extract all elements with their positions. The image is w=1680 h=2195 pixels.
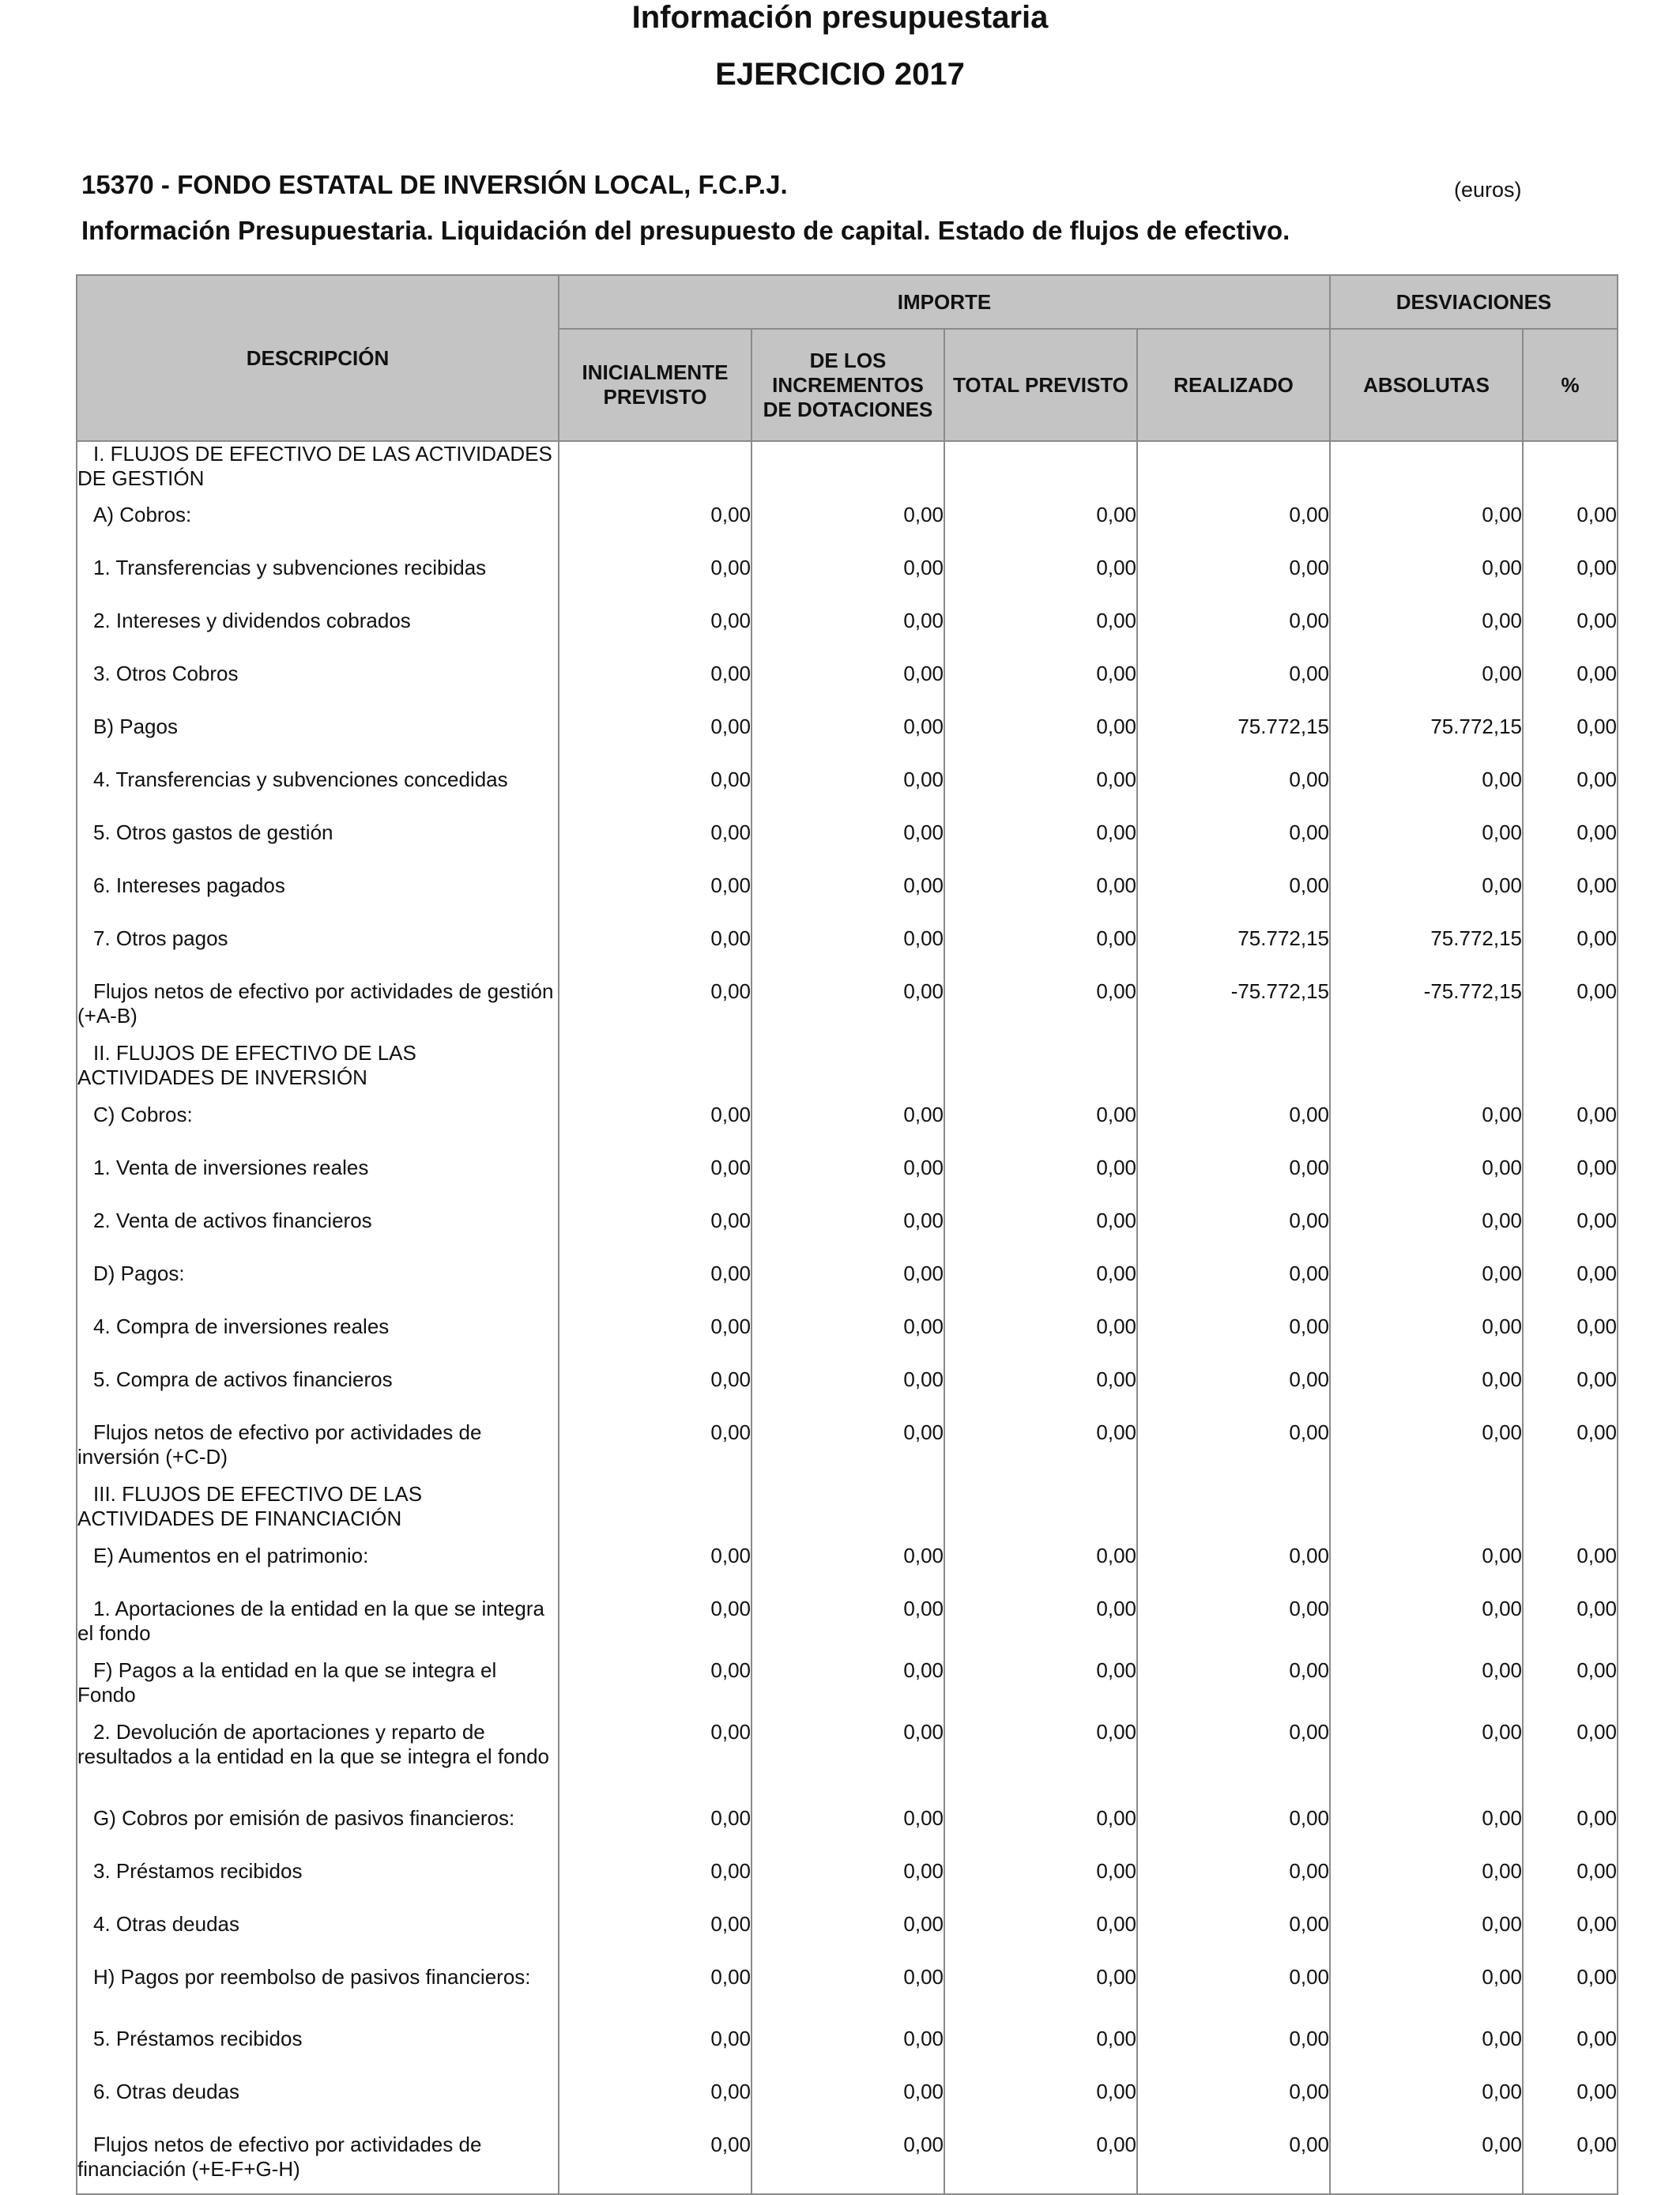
row-value-cell: 0,00 (1330, 1859, 1523, 1912)
row-value-cell: 0,00 (751, 1597, 944, 1658)
row-value-cell: 0,00 (1523, 767, 1618, 820)
row-value-cell: 0,00 (1137, 609, 1330, 662)
row-description (77, 1597, 559, 1658)
row-value-cell: 0,00 (751, 556, 944, 609)
row-value-cell: 75.772,15 (1330, 926, 1523, 979)
row-value-cell: 0,00 (559, 2027, 751, 2080)
row-description (77, 1420, 559, 1482)
table-row (77, 715, 1618, 767)
row-value-cell: 0,00 (559, 1965, 751, 2027)
row-value-cell: 0,00 (751, 2027, 944, 2080)
table-row (77, 1367, 1618, 1420)
row-value-cell: 0,00 (944, 1367, 1137, 1420)
row-value-cell: 0,00 (944, 1209, 1137, 1262)
table-row (77, 1658, 1618, 1720)
table-row (77, 441, 1618, 503)
row-value-cell: 0,00 (559, 1262, 751, 1314)
row-value-cell (1137, 1482, 1330, 1544)
table-row (77, 926, 1618, 979)
row-value-cell: 0,00 (1330, 556, 1523, 609)
row-value-cell: 0,00 (1330, 503, 1523, 556)
row-value-cell: 0,00 (1523, 820, 1618, 873)
row-description (77, 979, 559, 1041)
row-value-cell: 0,00 (944, 1314, 1137, 1367)
row-value-cell: 0,00 (1137, 1658, 1330, 1720)
table-row (77, 662, 1618, 715)
row-value-cell: 0,00 (751, 1658, 944, 1720)
row-value-cell: 0,00 (751, 1806, 944, 1859)
row-description (77, 767, 559, 820)
row-value-cell: 0,00 (1137, 556, 1330, 609)
table-row (77, 1806, 1618, 1859)
row-label: Flujos netos de efectivo por actividades de inversión (+C-D) (77, 1420, 482, 1469)
row-value-cell: 0,00 (559, 767, 751, 820)
row-description (77, 1041, 559, 1103)
row-description (77, 2080, 559, 2133)
row-value-cell (944, 1041, 1137, 1103)
column-header-absolutas: ABSOLUTAS (1330, 329, 1523, 441)
row-value-cell: 0,00 (1330, 1912, 1523, 1965)
row-value-cell (559, 1482, 751, 1544)
row-label: H) Pagos por reembolso de pasivos financieros: (93, 1965, 531, 1989)
column-group-desviaciones: DESVIACIONES (1330, 275, 1618, 329)
row-value-cell: 0,00 (1330, 767, 1523, 820)
table-row (77, 767, 1618, 820)
row-value-cell: 0,00 (751, 503, 944, 556)
row-value-cell: 0,00 (1330, 2027, 1523, 2080)
row-label: 2. Devolución de aportaciones y reparto de resultados a la entidad en la que se integra el fondo (77, 1720, 549, 1768)
row-value-cell: 0,00 (751, 1965, 944, 2027)
row-value-cell: 0,00 (944, 1156, 1137, 1209)
table-row (77, 1103, 1618, 1156)
row-value-cell: 0,00 (1330, 1156, 1523, 1209)
table-row (77, 1720, 1618, 1806)
row-value-cell: 0,00 (559, 2133, 751, 2194)
row-value-cell: 0,00 (559, 1658, 751, 1720)
row-label: 4. Compra de inversiones reales (93, 1314, 390, 1338)
row-description (77, 1806, 559, 1859)
row-value-cell: 0,00 (1330, 873, 1523, 926)
row-value-cell: 0,00 (1523, 556, 1618, 609)
row-value-cell: 0,00 (559, 873, 751, 926)
row-value-cell (1523, 1041, 1618, 1103)
row-label: F) Pagos a la entidad en la que se integra el Fondo (77, 1658, 497, 1707)
row-value-cell: 0,00 (1330, 2080, 1523, 2133)
row-value-cell: 0,00 (1523, 1156, 1618, 1209)
table-row (77, 2133, 1618, 2194)
row-value-cell: 0,00 (1523, 926, 1618, 979)
row-label: 5. Préstamos recibidos (93, 2027, 303, 2050)
row-value-cell (1523, 441, 1618, 503)
row-description (77, 1965, 559, 2027)
table-row (77, 1314, 1618, 1367)
report-subtitle: Información Presupuestaria. Liquidación del presupuesto de capital. Estado de flujos de efectivo. (81, 216, 1290, 245)
table-row (77, 820, 1618, 873)
row-description (77, 926, 559, 979)
row-description (77, 556, 559, 609)
row-value-cell: 75.772,15 (1330, 715, 1523, 767)
row-value-cell: 0,00 (751, 1156, 944, 1209)
row-value-cell: 0,00 (944, 715, 1137, 767)
table-row (77, 556, 1618, 609)
row-value-cell: 0,00 (1137, 1103, 1330, 1156)
table-row (77, 1597, 1618, 1658)
row-value-cell: 0,00 (751, 2133, 944, 2194)
row-value-cell: 0,00 (944, 1262, 1137, 1314)
row-value-cell: 0,00 (751, 1262, 944, 1314)
row-value-cell: 0,00 (1330, 820, 1523, 873)
row-value-cell: 0,00 (559, 1806, 751, 1859)
row-description (77, 2027, 559, 2080)
row-value-cell: 0,00 (1137, 1314, 1330, 1367)
row-value-cell: 0,00 (1523, 2133, 1618, 2194)
row-value-cell: 0,00 (1137, 2133, 1330, 2194)
row-value-cell: 0,00 (751, 1314, 944, 1367)
row-value-cell: 0,00 (751, 1544, 944, 1597)
table-row (77, 1156, 1618, 1209)
row-value-cell: 0,00 (944, 1720, 1137, 1806)
column-header-realizado: REALIZADO (1137, 329, 1330, 441)
column-header-total-previsto: TOTAL PREVISTO (944, 329, 1137, 441)
column-header-inicialmente-previsto: INICIALMENTE PREVISTO (559, 329, 751, 441)
row-value-cell: 0,00 (1330, 662, 1523, 715)
row-value-cell: 0,00 (559, 1912, 751, 1965)
row-value-cell: 0,00 (1330, 1367, 1523, 1420)
row-value-cell: 0,00 (1137, 873, 1330, 926)
row-value-cell (944, 441, 1137, 503)
table-row (77, 1420, 1618, 1482)
row-value-cell: 0,00 (1137, 1262, 1330, 1314)
table-row (77, 2080, 1618, 2133)
row-value-cell: 0,00 (559, 1859, 751, 1912)
table-row (77, 1859, 1618, 1912)
row-label: 4. Otras deudas (93, 1912, 239, 1936)
row-value-cell: 0,00 (559, 1597, 751, 1658)
row-value-cell: 0,00 (944, 873, 1137, 926)
row-value-cell: 0,00 (944, 1859, 1137, 1912)
row-value-cell: 0,00 (751, 767, 944, 820)
row-value-cell (559, 1041, 751, 1103)
row-value-cell: 0,00 (944, 1103, 1137, 1156)
row-value-cell: 0,00 (944, 1420, 1137, 1482)
column-group-importe: IMPORTE (559, 275, 1330, 329)
row-description (77, 1367, 559, 1420)
row-value-cell: 0,00 (751, 1859, 944, 1912)
row-value-cell: 0,00 (1330, 1720, 1523, 1806)
row-value-cell: 0,00 (1330, 1544, 1523, 1597)
row-value-cell: 0,00 (944, 926, 1137, 979)
row-value-cell: 0,00 (1523, 609, 1618, 662)
row-value-cell: 0,00 (1137, 1912, 1330, 1965)
row-label: 2. Venta de activos financieros (93, 1209, 372, 1232)
row-value-cell: 0,00 (1523, 1262, 1618, 1314)
row-value-cell: 0,00 (559, 556, 751, 609)
row-value-cell: 0,00 (559, 2080, 751, 2133)
row-description (77, 503, 559, 556)
row-value-cell: 0,00 (751, 1720, 944, 1806)
row-value-cell: 0,00 (1137, 1859, 1330, 1912)
row-value-cell (1330, 1041, 1523, 1103)
row-description (77, 1314, 559, 1367)
row-value-cell: 0,00 (944, 1806, 1137, 1859)
row-description (77, 1103, 559, 1156)
column-header-porcentaje: % (1523, 329, 1618, 441)
row-value-cell: 0,00 (559, 1420, 751, 1482)
row-label: 1. Transferencias y subvenciones recibidas (93, 556, 487, 579)
row-value-cell: 0,00 (1523, 2080, 1618, 2133)
row-value-cell: 0,00 (1137, 1367, 1330, 1420)
row-value-cell: 0,00 (1137, 1720, 1330, 1806)
table-row (77, 2027, 1618, 2080)
row-description (77, 1544, 559, 1597)
row-value-cell: 0,00 (944, 662, 1137, 715)
row-value-cell: 0,00 (1137, 1965, 1330, 2027)
row-value-cell: 0,00 (1523, 662, 1618, 715)
row-description (77, 1262, 559, 1314)
row-value-cell (1137, 1041, 1330, 1103)
row-value-cell: 0,00 (944, 1965, 1137, 2027)
row-label: 2. Intereses y dividendos cobrados (93, 609, 411, 632)
row-value-cell: 0,00 (1137, 1209, 1330, 1262)
row-label: 4. Transferencias y subvenciones concedidas (93, 767, 508, 791)
row-value-cell: 0,00 (751, 1103, 944, 1156)
row-value-cell: 0,00 (1523, 1859, 1618, 1912)
row-value-cell (1137, 441, 1330, 503)
row-value-cell: 0,00 (944, 1912, 1137, 1965)
row-value-cell: 0,00 (1330, 1806, 1523, 1859)
row-value-cell: 0,00 (1137, 767, 1330, 820)
row-description (77, 1859, 559, 1912)
row-value-cell: 0,00 (1523, 1720, 1618, 1806)
row-label: G) Cobros por emisión de pasivos financieros: (93, 1806, 515, 1830)
row-value-cell: 0,00 (944, 609, 1137, 662)
row-value-cell: 0,00 (751, 715, 944, 767)
row-value-cell: 0,00 (1523, 1965, 1618, 2027)
row-value-cell: 0,00 (944, 2080, 1137, 2133)
row-value-cell: 0,00 (1137, 1806, 1330, 1859)
row-value-cell: 0,00 (1523, 1597, 1618, 1658)
row-value-cell: 0,00 (944, 979, 1137, 1041)
report-title: Información presupuestaria (631, 0, 1049, 35)
row-description (77, 1720, 559, 1806)
row-value-cell: 0,00 (559, 662, 751, 715)
row-value-cell: 0,00 (751, 926, 944, 979)
row-value-cell: 0,00 (1330, 1209, 1523, 1262)
table-row (77, 1544, 1618, 1597)
row-value-cell: 0,00 (1330, 1262, 1523, 1314)
row-value-cell: 0,00 (944, 820, 1137, 873)
row-label: II. FLUJOS DE EFECTIVO DE LAS ACTIVIDADES DE INVERSIÓN (77, 1041, 416, 1089)
row-value-cell: 0,00 (1523, 1806, 1618, 1859)
row-value-cell: 0,00 (1523, 1420, 1618, 1482)
row-value-cell: 0,00 (1523, 1658, 1618, 1720)
row-description (77, 609, 559, 662)
row-description (77, 1156, 559, 1209)
row-label: E) Aumentos en el patrimonio: (93, 1544, 369, 1567)
row-value-cell: 0,00 (1523, 1912, 1618, 1965)
row-value-cell: 0,00 (1137, 2080, 1330, 2133)
row-description (77, 662, 559, 715)
row-value-cell: 0,00 (751, 979, 944, 1041)
row-value-cell: 0,00 (1137, 662, 1330, 715)
row-value-cell: 0,00 (1523, 1367, 1618, 1420)
row-value-cell: 0,00 (559, 503, 751, 556)
row-label: Flujos netos de efectivo por actividades de gestión (+A-B) (77, 979, 554, 1028)
row-value-cell: 0,00 (1523, 1209, 1618, 1262)
row-value-cell: 0,00 (559, 609, 751, 662)
row-value-cell: 75.772,15 (1137, 926, 1330, 979)
row-value-cell: 0,00 (751, 662, 944, 715)
entity-name: 15370 - FONDO ESTATAL DE INVERSIÓN LOCAL, F.C.P.J. (81, 170, 788, 199)
row-value-cell: 0,00 (1523, 2027, 1618, 2080)
row-label: 1. Aportaciones de la entidad en la que se integra el fondo (77, 1597, 544, 1645)
row-value-cell: 0,00 (1137, 1420, 1330, 1482)
table-row (77, 609, 1618, 662)
row-value-cell: 0,00 (559, 979, 751, 1041)
row-value-cell: 0,00 (559, 1720, 751, 1806)
cash-flow-table (76, 274, 1618, 2195)
row-label: B) Pagos (93, 715, 178, 738)
row-value-cell: -75.772,15 (1330, 979, 1523, 1041)
row-value-cell (944, 1482, 1137, 1544)
row-value-cell: 0,00 (1330, 1658, 1523, 1720)
table-row (77, 503, 1618, 556)
row-value-cell: 0,00 (1523, 873, 1618, 926)
row-description (77, 2133, 559, 2194)
table-row (77, 1482, 1618, 1544)
table-row (77, 1041, 1618, 1103)
row-label: I. FLUJOS DE EFECTIVO DE LAS ACTIVIDADES DE GESTIÓN (77, 442, 552, 490)
currency-units: (euros) (1454, 178, 1522, 202)
row-value-cell: 0,00 (751, 820, 944, 873)
row-value-cell: 0,00 (1137, 820, 1330, 873)
column-header-descripcion: DESCRIPCIÓN (77, 275, 559, 441)
table-row (77, 873, 1618, 926)
row-value-cell: 0,00 (1330, 1965, 1523, 2027)
table-row (77, 979, 1618, 1041)
row-value-cell: 0,00 (559, 715, 751, 767)
row-value-cell: 0,00 (1137, 503, 1330, 556)
table-row (77, 1912, 1618, 1965)
row-label: 6. Otras deudas (93, 2080, 239, 2103)
row-description (77, 1209, 559, 1262)
column-header-incrementos: DE LOS INCREMENTOS DE DOTACIONES (751, 329, 944, 441)
row-value-cell: 0,00 (1523, 1544, 1618, 1597)
row-value-cell (751, 1482, 944, 1544)
row-value-cell (559, 441, 751, 503)
row-value-cell (1330, 441, 1523, 503)
table-row (77, 1965, 1618, 2027)
row-description (77, 820, 559, 873)
row-value-cell (1330, 1482, 1523, 1544)
row-label: 6. Intereses pagados (93, 873, 285, 897)
row-value-cell: 0,00 (559, 1544, 751, 1597)
row-value-cell (751, 441, 944, 503)
row-value-cell: 0,00 (751, 2080, 944, 2133)
row-value-cell: 0,00 (1330, 1597, 1523, 1658)
report-year: EJERCICIO 2017 (715, 57, 965, 92)
row-label: A) Cobros: (93, 503, 192, 526)
row-label: 1. Venta de inversiones reales (93, 1156, 369, 1179)
row-label: III. FLUJOS DE EFECTIVO DE LAS ACTIVIDADES DE FINANCIACIÓN (77, 1482, 423, 1530)
row-value-cell: 0,00 (559, 1209, 751, 1262)
row-value-cell: 0,00 (751, 873, 944, 926)
row-description (77, 1912, 559, 1965)
row-value-cell: 0,00 (751, 609, 944, 662)
row-label: 5. Otros gastos de gestión (93, 820, 333, 844)
row-value-cell: 0,00 (944, 556, 1137, 609)
row-description (77, 873, 559, 926)
row-value-cell: 0,00 (1330, 1103, 1523, 1156)
row-value-cell: 0,00 (559, 1367, 751, 1420)
row-value-cell: 0,00 (1523, 715, 1618, 767)
row-value-cell: 0,00 (751, 1912, 944, 1965)
row-value-cell: 0,00 (751, 1420, 944, 1482)
row-value-cell: 0,00 (1330, 609, 1523, 662)
row-description (77, 441, 559, 503)
row-value-cell: 0,00 (751, 1367, 944, 1420)
row-value-cell: 0,00 (1137, 2027, 1330, 2080)
row-value-cell (751, 1041, 944, 1103)
row-value-cell: 0,00 (1137, 1597, 1330, 1658)
row-value-cell: 0,00 (751, 1209, 944, 1262)
row-value-cell: 0,00 (1523, 1103, 1618, 1156)
row-label: D) Pagos: (93, 1262, 185, 1285)
row-label: C) Cobros: (93, 1103, 193, 1126)
row-description (77, 715, 559, 767)
row-value-cell: 0,00 (1137, 1156, 1330, 1209)
row-value-cell: 0,00 (559, 1156, 751, 1209)
row-value-cell: 0,00 (944, 1658, 1137, 1720)
row-value-cell: 0,00 (1137, 1544, 1330, 1597)
table-row (77, 1262, 1618, 1314)
table-row (77, 1209, 1618, 1262)
row-value-cell: 0,00 (559, 926, 751, 979)
row-value-cell: 0,00 (1523, 979, 1618, 1041)
row-value-cell: 0,00 (559, 1314, 751, 1367)
row-value-cell: 0,00 (559, 1103, 751, 1156)
row-label: 5. Compra de activos financieros (93, 1367, 393, 1391)
row-value-cell: 0,00 (944, 2133, 1137, 2194)
row-value-cell: 0,00 (944, 503, 1137, 556)
row-value-cell: 0,00 (1330, 1314, 1523, 1367)
row-label: Flujos netos de efectivo por actividades de financiación (+E-F+G-H) (77, 2133, 482, 2181)
row-description (77, 1658, 559, 1720)
row-value-cell: 0,00 (1330, 1420, 1523, 1482)
row-value-cell: 0,00 (1523, 503, 1618, 556)
row-description (77, 1482, 559, 1544)
row-value-cell: 0,00 (944, 2027, 1137, 2080)
table-body (77, 441, 1618, 2194)
row-value-cell: 0,00 (559, 820, 751, 873)
row-label: 3. Otros Cobros (93, 662, 239, 685)
row-value-cell: 0,00 (1330, 2133, 1523, 2194)
row-value-cell: 0,00 (944, 767, 1137, 820)
row-label: 3. Préstamos recibidos (93, 1859, 303, 1883)
row-value-cell: 0,00 (1523, 1314, 1618, 1367)
row-label: 7. Otros pagos (93, 926, 228, 950)
row-value-cell: -75.772,15 (1137, 979, 1330, 1041)
row-value-cell: 0,00 (944, 1597, 1137, 1658)
row-value-cell: 0,00 (944, 1544, 1137, 1597)
row-value-cell: 75.772,15 (1137, 715, 1330, 767)
row-value-cell (1523, 1482, 1618, 1544)
